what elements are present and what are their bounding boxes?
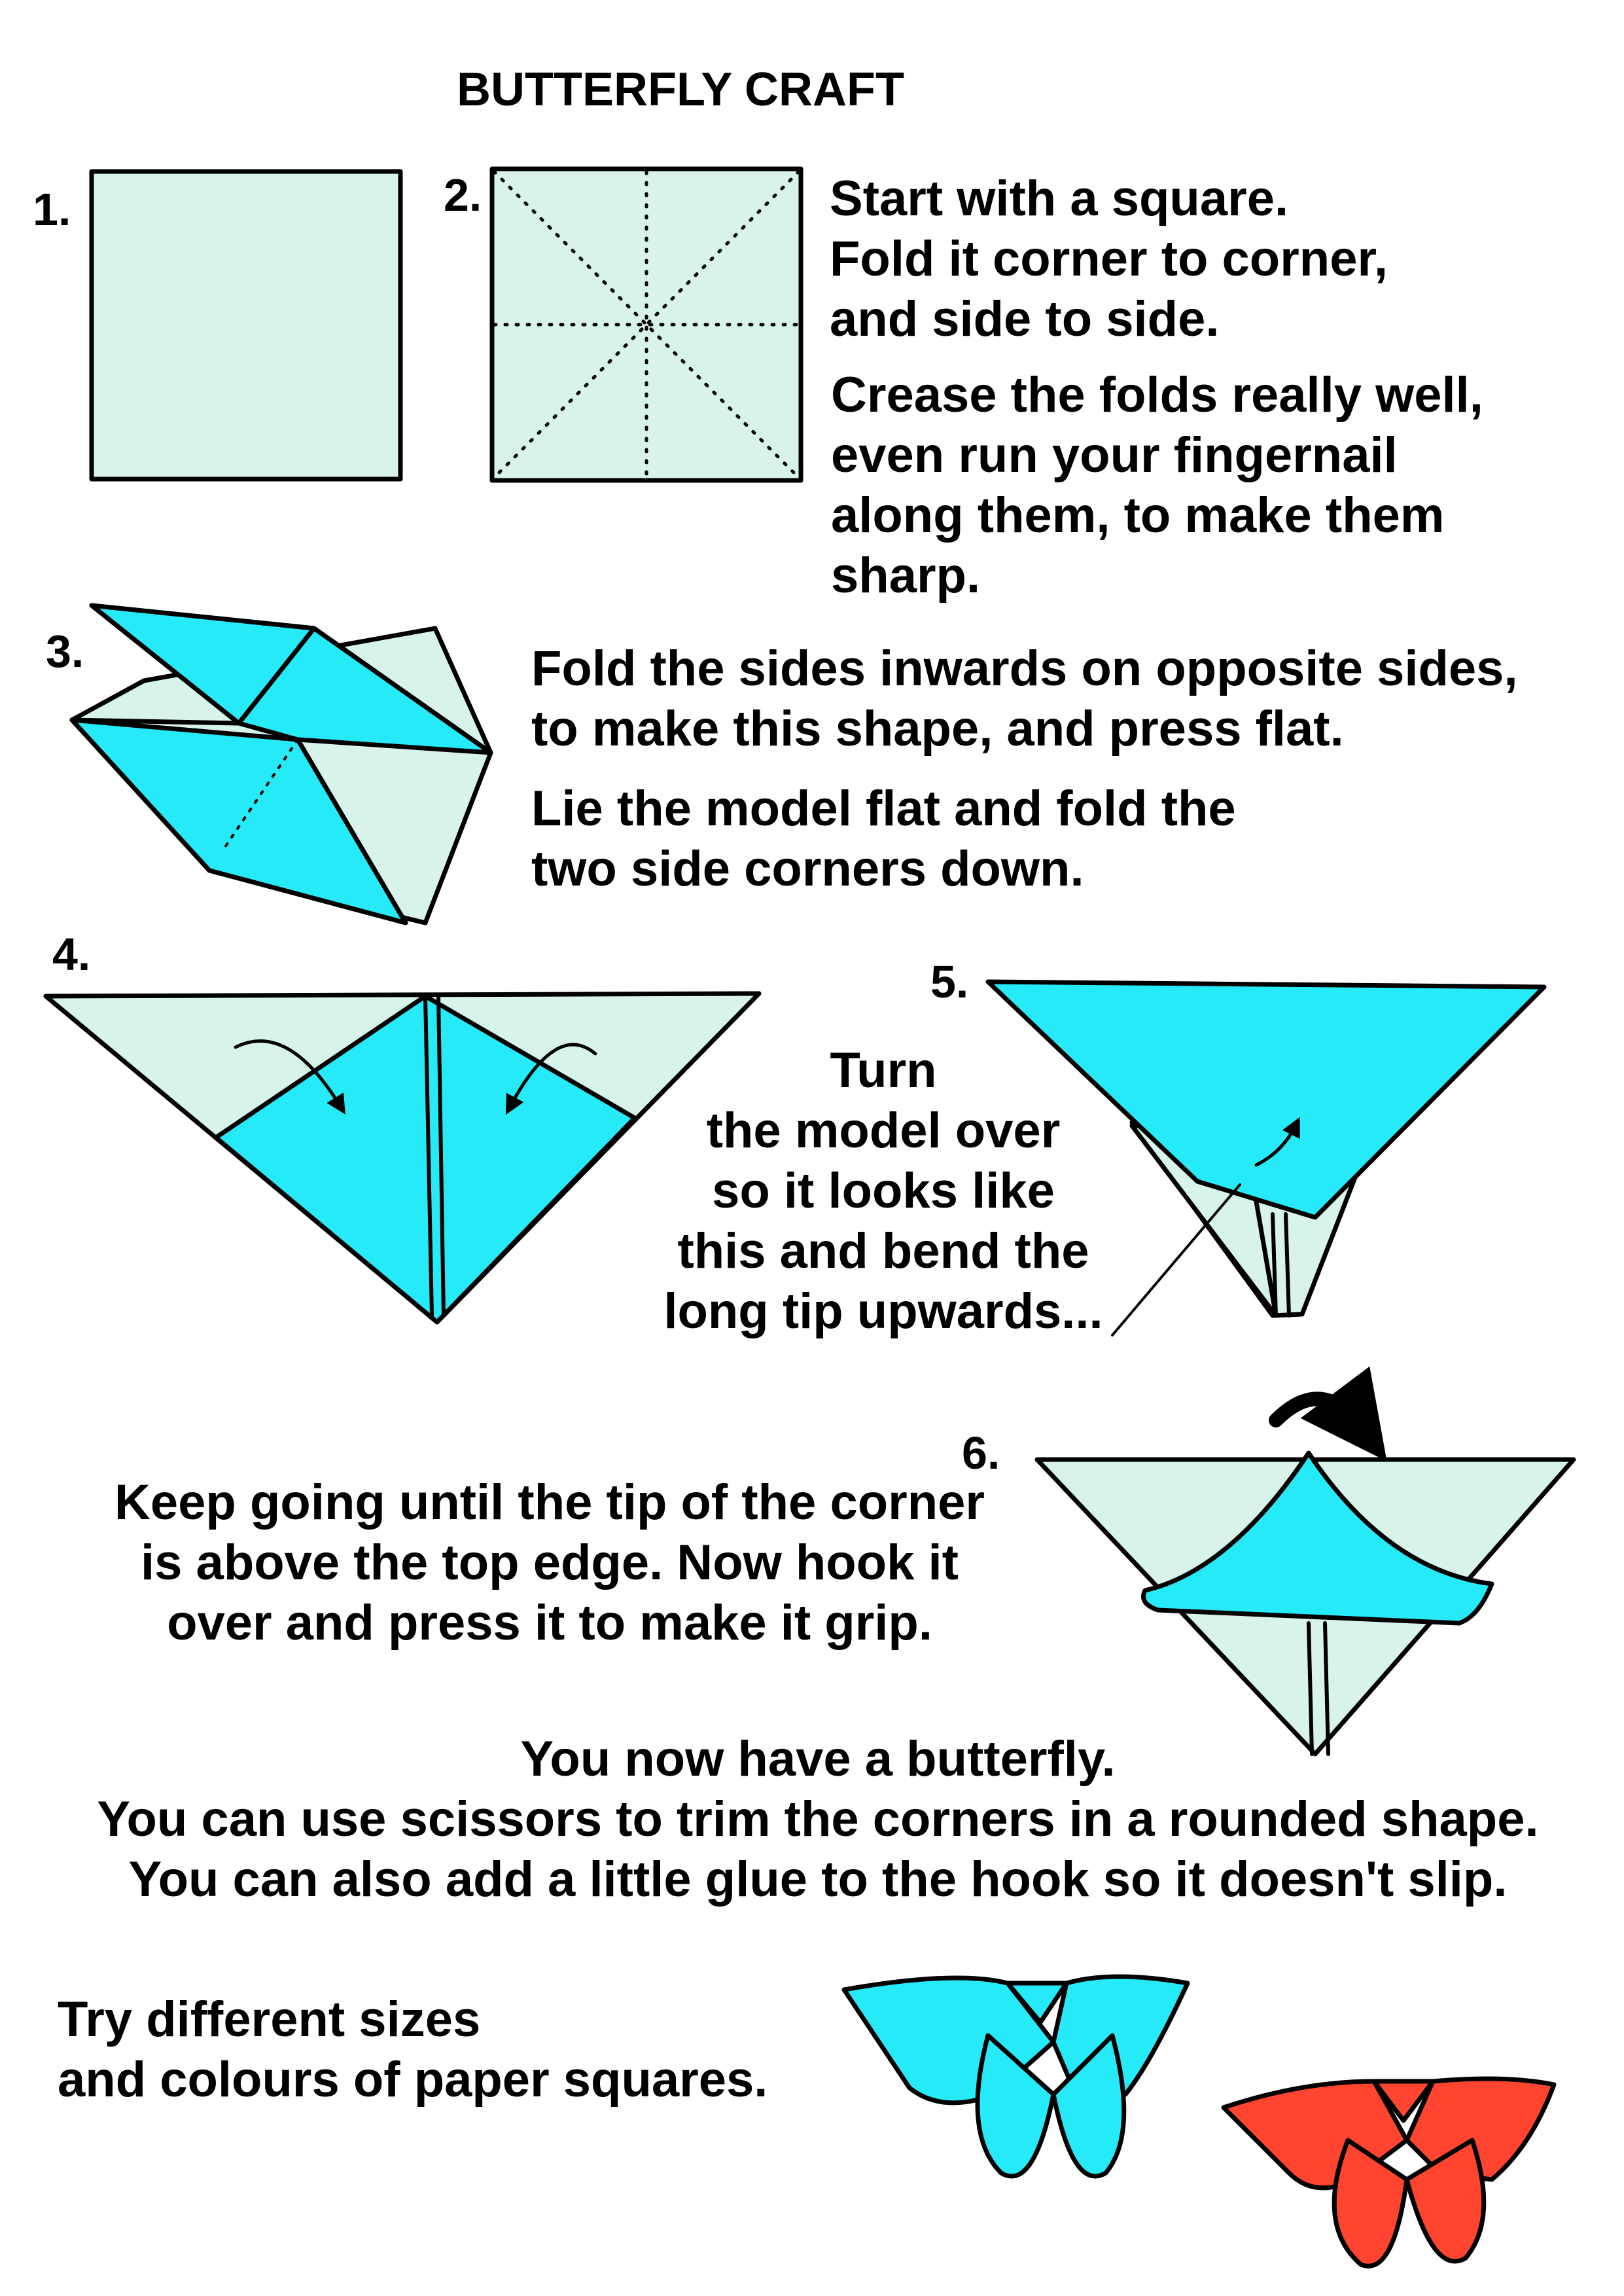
step-3-number: 3. bbox=[46, 626, 84, 677]
step-6-line-3: over and press it to make it grip. bbox=[167, 1595, 932, 1651]
step-5-turned-model bbox=[988, 982, 1544, 1335]
step-1-square bbox=[92, 171, 400, 479]
step-3-line-3: Lie the model flat and fold the bbox=[531, 781, 1236, 836]
step-6-line-1: Keep going until the tip of the corner bbox=[115, 1475, 985, 1530]
closing-line-3: You can also add a little glue to the hook so it doesn't slip. bbox=[128, 1852, 1508, 1907]
step-5-line-4: this and bend the bbox=[677, 1223, 1089, 1279]
step-2-line-4: Crease the folds really well, bbox=[831, 367, 1483, 423]
step-2-number: 2. bbox=[444, 170, 482, 221]
step-5-number: 5. bbox=[930, 956, 969, 1007]
step-6-butterfly-hook bbox=[1037, 1399, 1574, 1754]
step-1-number: 1. bbox=[33, 184, 71, 235]
cyan-butterfly bbox=[844, 1977, 1188, 2176]
closing-line-1: You now have a butterfly. bbox=[520, 1731, 1116, 1787]
step-6-line-2: is above the top edge. Now hook it bbox=[141, 1535, 959, 1590]
step-3-line-2: to make this shape, and press flat. bbox=[531, 701, 1344, 757]
page-title: BUTTERFLY CRAFT bbox=[457, 63, 904, 116]
step-2-line-2: Fold it corner to corner, bbox=[830, 231, 1388, 287]
step-2-line-7: sharp. bbox=[831, 548, 981, 603]
step-5-line-3: so it looks like bbox=[712, 1163, 1055, 1219]
step-3-line-4: two side corners down. bbox=[531, 841, 1084, 897]
closing-line-2: You can use scissors to trim the corners in a rounded shape. bbox=[97, 1791, 1539, 1847]
step-5-line-1: Turn bbox=[830, 1043, 937, 1098]
step-5-line-5: long tip upwards... bbox=[663, 1283, 1103, 1339]
step-2-line-1: Start with a square. bbox=[830, 171, 1289, 226]
step-2-line-5: even run your fingernail bbox=[831, 427, 1398, 483]
step-2-line-3: and side to side. bbox=[830, 291, 1220, 347]
try-line-1: Try different sizes bbox=[58, 1992, 481, 2047]
step-3-line-1: Fold the sides inwards on opposite sides, bbox=[531, 641, 1518, 696]
step-2-line-6: along them, to make them bbox=[831, 488, 1445, 543]
step-6-number: 6. bbox=[962, 1427, 1000, 1479]
step-3-folded-shape bbox=[72, 605, 491, 923]
step-4-number: 4. bbox=[52, 929, 91, 980]
try-line-2: and colours of paper squares. bbox=[58, 2052, 768, 2108]
step-5-line-2: the model over bbox=[706, 1103, 1061, 1158]
step-4-triangle bbox=[46, 994, 759, 1322]
red-butterfly bbox=[1224, 2079, 1554, 2266]
step-2-creased-square bbox=[492, 169, 801, 480]
